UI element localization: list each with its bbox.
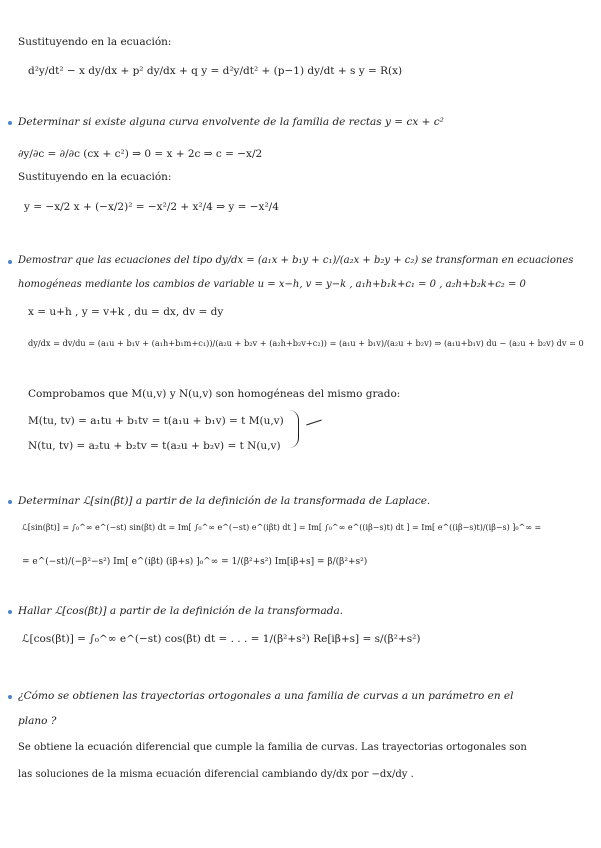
bullet-icon — [8, 260, 12, 264]
text-line: las soluciones de la misma ecuación diferencial cambiando dy/dx por −dx/dy . — [18, 769, 414, 780]
text-line: Se obtiene la ecuación diferencial que cumple la familia de curvas. Las trayectorias ortogonales son — [18, 742, 527, 753]
question-line: homogéneas mediante los cambios de variable u = x−h, v = y−k , a₁h+b₁k+c₁ = 0 , a₂h+b₂k+c₂ = 0 — [18, 279, 526, 290]
equation-line: x = u+h , y = v+k , du = dx, dv = dy — [28, 306, 224, 318]
bullet-icon — [8, 500, 12, 504]
equation-line: M(tu, tv) = a₁tu + b₁tv = t(a₁u + b₁v) = t M(u,v) — [28, 415, 284, 427]
brace-icon — [288, 410, 299, 448]
equation-line: dy/dx = dv/du = (a₁u + b₁v + (a₁h+b₁m+c₁))/(a₂u + b₂v + (a₂h+b₂v+c₂)) = (a₁u + b₁v)/(a₂u + b₂v) ⇒ (a₁u+b₁v) du − (a₂u + b₂v) dv = 0 — [28, 338, 584, 348]
equation-line: N(tu, tv) = a₂tu + b₂tv = t(a₂u + b₂v) = t N(u,v) — [28, 440, 281, 452]
check-mark-icon — [306, 420, 322, 426]
question-line: Determinar ℒ[sin(βt)] a partir de la definición de la transformada de Laplace. — [18, 495, 431, 507]
question-line: Hallar ℒ[cos(βt)] a partir de la definición de la transformada. — [18, 605, 344, 617]
bullet-icon — [8, 695, 12, 699]
bullet-icon — [8, 121, 12, 125]
question-line: Determinar si existe alguna curva envolvente de la familia de rectas y = cx + c² — [18, 116, 444, 128]
equation-line: ℒ[cos(βt)] = ∫₀^∞ e^(−st) cos(βt) dt = . . . = 1/(β²+s²) Re[iβ+s] = s/(β²+s²) — [22, 633, 421, 645]
question-line: plano ? — [18, 715, 57, 727]
text-line: Sustituyendo en la ecuación: — [18, 171, 172, 183]
text-line: Sustituyendo en la ecuación: — [18, 36, 172, 48]
equation-line: y = −x/2 x + (−x/2)² = −x²/2 + x²/4 ⇒ y = −x²/4 — [24, 201, 279, 213]
text-line: Comprobamos que M(u,v) y N(u,v) son homogéneas del mismo grado: — [28, 388, 401, 400]
question-line: Demostrar que las ecuaciones del tipo dy/dx = (a₁x + b₁y + c₁)/(a₂x + b₂y + c₂) se transforman en ecuaciones — [18, 255, 574, 266]
equation-line: d²y/dt² − x dy/dx + p² dy/dx + q y = d²y/dt² + (p−1) dy/dt + s y = R(x) — [28, 65, 403, 77]
equation-line: ℒ[sin(βt)] = ∫₀^∞ e^(−st) sin(βt) dt = Im[ ∫₀^∞ e^(−st) e^(iβt) dt ] = Im[ ∫₀^∞ e^((iβ−s)t) dt ] = Im[ e^((iβ−s)t)/(iβ−s) ]₀^∞ = — [22, 523, 542, 532]
bullet-icon — [8, 610, 12, 614]
equation-line: = e^(−st)/(−β²−s²) Im[ e^(iβt) (iβ+s) ]₀^∞ = 1/(β²+s²) Im[iβ+s] = β/(β²+s²) — [22, 557, 368, 567]
question-line: ¿Cómo se obtienen las trayectorias ortogonales a una familia de curvas a un parámetro en el — [18, 690, 514, 702]
equation-line: ∂y/∂c = ∂/∂c (cx + c²) ⇒ 0 = x + 2c ⇒ c = −x/2 — [18, 148, 263, 160]
